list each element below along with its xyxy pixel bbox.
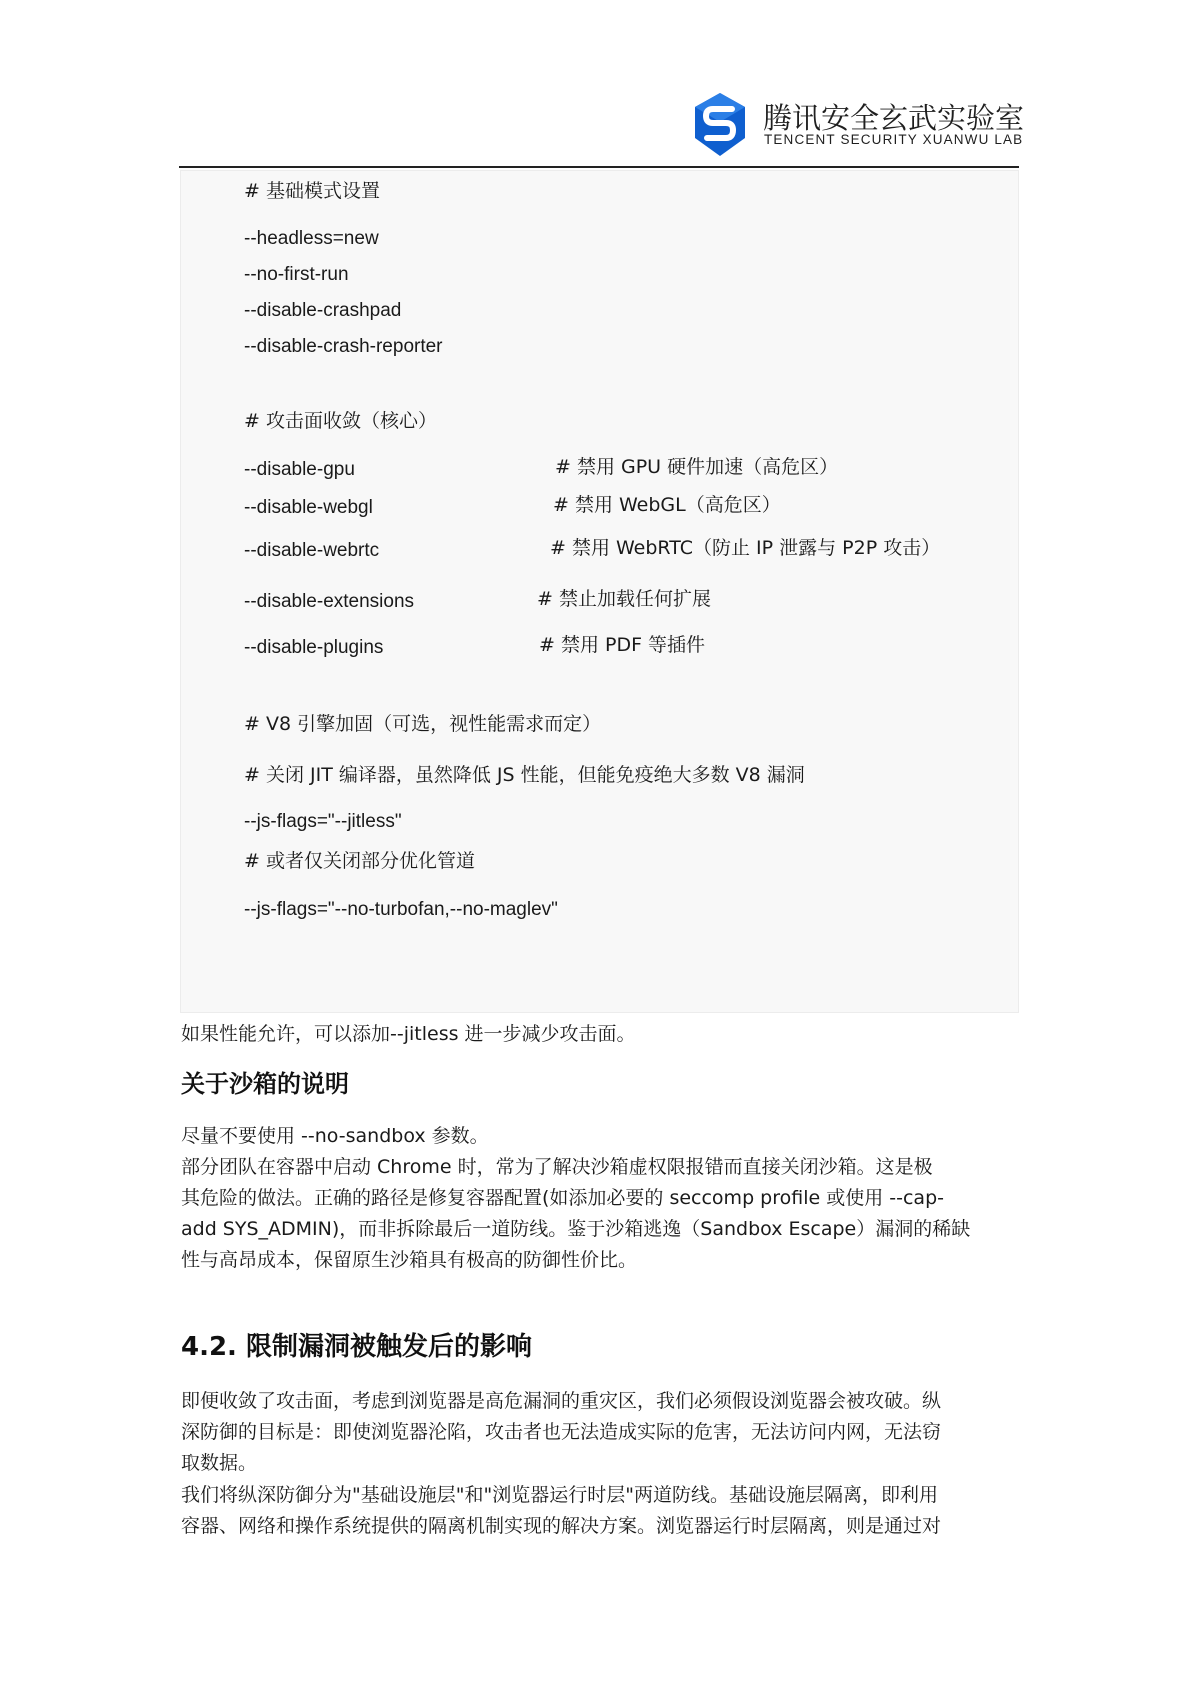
code-comment-basic-mode: # 基础模式设置	[244, 180, 380, 202]
sandbox-paragraph-line-1: 部分团队在容器中启动 Chrome 时，常为了解决沙箱虚权限报错而直接关闭沙箱。这是极	[181, 1156, 933, 1178]
code-flag-disable-webrtc: --disable-webrtc	[244, 540, 380, 561]
code-comment-disable-plugins: # 禁用 PDF 等插件	[539, 634, 706, 656]
brand-english-name: TENCENT SECURITY XUANWU LAB	[764, 132, 1024, 147]
code-flag-disable-gpu: --disable-gpu	[244, 459, 355, 480]
brand-chinese-name: 腾讯安全玄武实验室	[763, 101, 1025, 135]
sandbox-warning: 尽量不要使用 --no-sandbox 参数。	[181, 1125, 489, 1147]
code-flag-disable-crashpad: --disable-crashpad	[244, 300, 402, 321]
section-paragraph-1-line-1: 即便收敛了攻击面，考虑到浏览器是高危漏洞的重灾区，我们必须假设浏览器会被攻破。纵	[181, 1390, 942, 1412]
code-comment-attack-surface: # 攻击面收敛（核心）	[244, 410, 437, 432]
section-paragraph-2-line-2: 容器、网络和操作系统提供的隔离机制实现的解决方案。浏览器运行时层隔离，则是通过对	[181, 1515, 942, 1537]
code-flag-disable-extensions: --disable-extensions	[244, 591, 415, 612]
code-comment-disable-webrtc: # 禁用 WebRTC（防止 IP 泄露与 P2P 攻击）	[550, 537, 941, 559]
code-flag-jitless: --js-flags="--jitless"	[244, 811, 402, 832]
jitless-note: 如果性能允许，可以添加--jitless 进一步减少攻击面。	[181, 1023, 636, 1045]
sandbox-paragraph-line-3: add SYS_ADMIN)，而非拆除最后一道防线。鉴于沙箱逃逸（Sandbox Escape）漏洞的稀缺	[181, 1218, 971, 1240]
code-flag-no-turbofan-maglev: --js-flags="--no-turbofan,--no-maglev"	[244, 899, 558, 920]
code-flag-no-first-run: --no-first-run	[244, 264, 349, 285]
chrome-flags-code-block	[180, 170, 1019, 1013]
code-comment-disable-gpu: # 禁用 GPU 硬件加速（高危区）	[555, 456, 839, 478]
code-comment-disable-jit: # 关闭 JIT 编译器，虽然降低 JS 性能，但能免疫绝大多数 V8 漏洞	[244, 764, 805, 786]
sandbox-heading: 关于沙箱的说明	[181, 1070, 349, 1098]
sandbox-paragraph-line-2: 其危险的做法。正确的路径是修复容器配置(如添加必要的 seccomp profile 或使用 --cap-	[181, 1187, 944, 1209]
section-paragraph-2-line-1: 我们将纵深防御分为"基础设施层"和"浏览器运行时层"两道防线。基础设施层隔离，即利用	[181, 1484, 938, 1506]
sandbox-paragraph-line-4: 性与高昂成本，保留原生沙箱具有极高的防御性价比。	[181, 1249, 638, 1271]
code-flag-headless: --headless=new	[244, 228, 379, 249]
section-4-2-heading: 4.2. 限制漏洞被触发后的影响	[181, 1332, 532, 1362]
code-comment-partial-optimization: # 或者仅关闭部分优化管道	[244, 850, 475, 872]
code-flag-disable-webgl: --disable-webgl	[244, 497, 373, 518]
xuanwu-lab-logo	[693, 92, 747, 157]
code-comment-disable-extensions: # 禁止加载任何扩展	[537, 588, 711, 610]
code-flag-disable-crash-reporter: --disable-crash-reporter	[244, 336, 443, 357]
code-comment-disable-webgl: # 禁用 WebGL（高危区）	[553, 494, 781, 516]
header-divider	[179, 166, 1019, 168]
section-paragraph-1-line-3: 取数据。	[181, 1452, 258, 1474]
code-flag-disable-plugins: --disable-plugins	[244, 637, 384, 658]
section-paragraph-1-line-2: 深防御的目标是：即使浏览器沦陷，攻击者也无法造成实际的危害，无法访问内网，无法窃	[181, 1421, 942, 1443]
code-comment-v8-hardening: # V8 引擎加固（可选，视性能需求而定）	[244, 713, 602, 735]
